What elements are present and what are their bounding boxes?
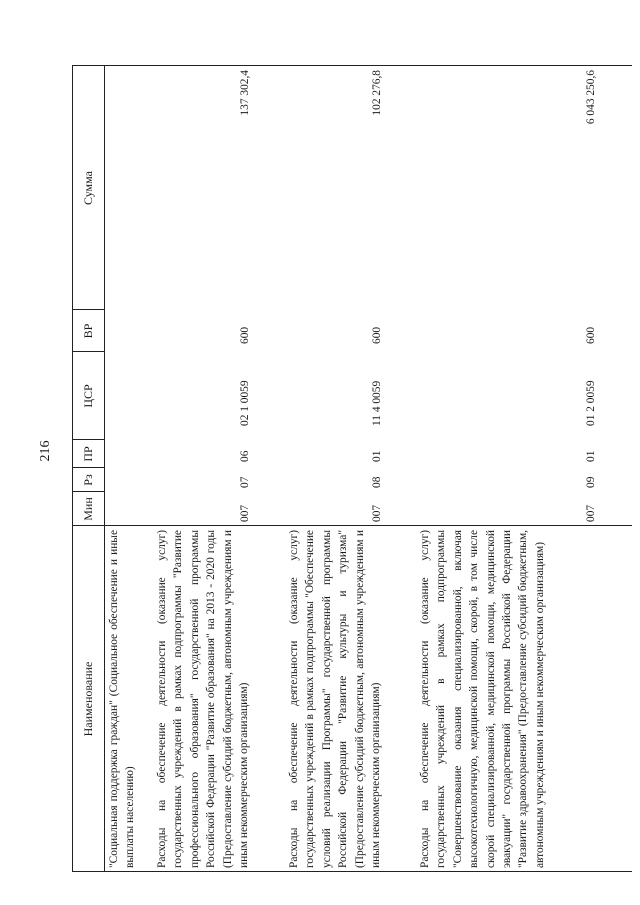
header-pr: ПР: [81, 446, 95, 462]
table-row-pr: 01: [371, 450, 383, 462]
table-row-pr: 06: [239, 450, 251, 462]
table-left-border: [72, 871, 632, 872]
table-row-vr: 600: [371, 326, 383, 344]
table-row-rz: 07: [239, 476, 251, 488]
table-row-min: 007: [371, 504, 383, 522]
table-row-rz: 09: [585, 476, 597, 488]
header-sum: Сумма: [81, 171, 95, 205]
table-top-border: [72, 66, 73, 872]
table-row-name: Расходы на обеспечение деятельности (оказание услуг) государственных учреждений в рамках подпрограммы "Совершенствование оказания специализированной, включая высокотехнологичную, медицинской помощи, скорой, в том числе скорой специализированной, медицинской помощи, медицинской эвакуации" государственной программы Российской Федерации "Развитие здравоохранения" (Предоставление субсидий бюджетным, автономным учреждениям и иным некоммерческим организациям): [419, 530, 546, 868]
table-row-name: "Социальная поддержка граждан" (Социальное обеспечение и иные выплаты населению): [108, 530, 137, 868]
header-vr: ВР: [81, 323, 95, 339]
header-min: Мин: [81, 497, 95, 521]
table-row-sum: 102 276,8: [371, 70, 383, 116]
table-row-csr: 02 1 0059: [239, 380, 251, 426]
table-row-rz: 08: [371, 476, 383, 488]
header-bottom-border: [104, 66, 105, 872]
header-csr: ЦСР: [81, 384, 95, 408]
table-row-csr: 11 4 0059: [371, 380, 383, 426]
table-row-pr: 01: [585, 450, 597, 462]
header-name: Наименование: [81, 661, 95, 737]
table-row-sum: 6 043 250,6: [585, 70, 597, 125]
table-right-border: [72, 65, 632, 66]
table-row-min: 007: [239, 504, 251, 522]
table-row-csr: 01 2 0059: [585, 380, 597, 426]
table-row-name: Расходы на обеспечение деятельности (оказание услуг) государственных учреждений в рамках подпрограммы "Развитие профессионального образования" государственной программы Российской Федерации "Развитие образования" на 2013 - 2020 годы (Предоставление субсидий бюджетным, автономным учреждениям и иным некоммерческим организациям): [156, 530, 251, 868]
table-row-name: Расходы на обеспечение деятельности (оказание услуг) государственных учреждений в рамках подпрограммы "Обеспечение условий реализации Программы" государственной программы Российской Федерации "Развитие культуры и туризма" (Предоставление субсидий бюджетным, автономным учреждениям и иным некоммерческим организациям): [288, 530, 383, 868]
table-row-vr: 600: [585, 326, 597, 344]
table-row-min: 007: [585, 504, 597, 522]
table-row-vr: 600: [239, 326, 251, 344]
budget-table: [72, 66, 632, 872]
table-row-sum: 137 302,4: [239, 70, 251, 116]
name-column-divider: [72, 525, 632, 526]
header-rz: Рз: [81, 474, 95, 486]
page-number: 216: [38, 440, 53, 462]
